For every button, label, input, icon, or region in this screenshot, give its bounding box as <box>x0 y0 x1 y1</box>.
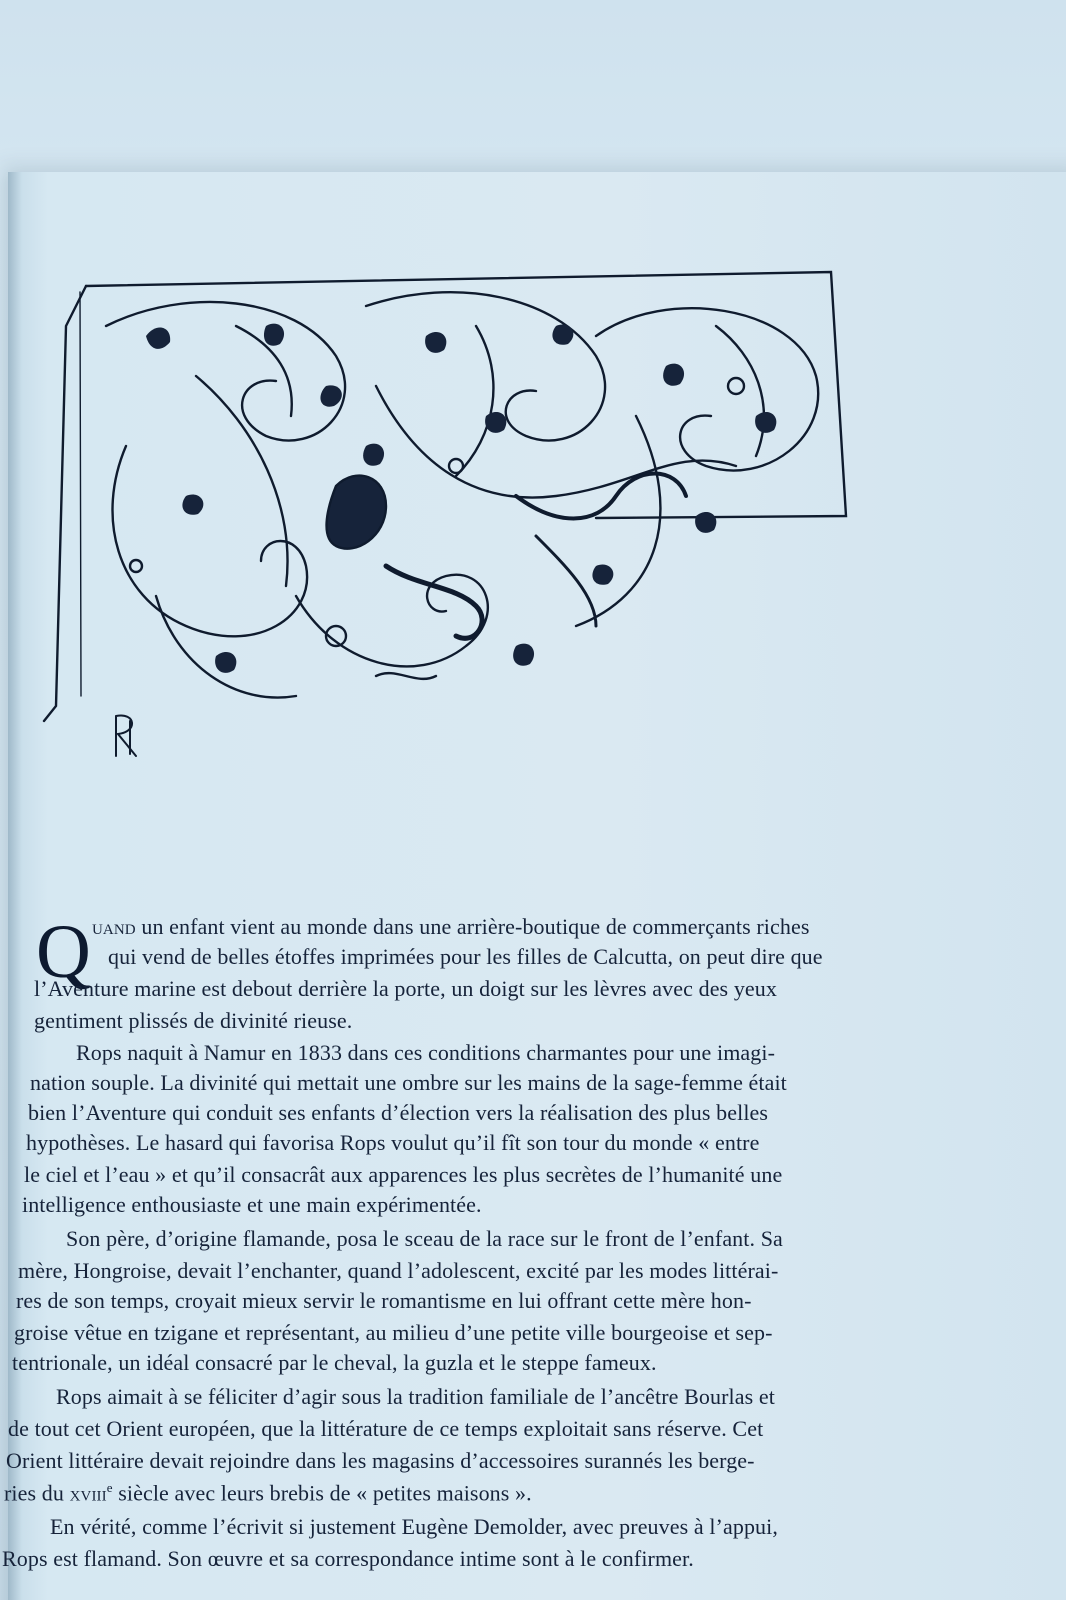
text-line-2: qui vend de belles étoffes imprimées pour les filles de Calcutta, on peut dire que <box>108 944 823 969</box>
text-line-11: Son père, d’origine flamande, posa le sceau de la race sur le front de l’enfant. Sa <box>66 1226 783 1251</box>
text-line-3: l’Aventure marine est debout derrière la porte, un doigt sur les lèvres avec des yeux <box>34 976 777 1001</box>
text-line-19-start: ries du <box>4 1480 64 1506</box>
text-line-1-body: un enfant vient au monde dans une arrière-boutique de commerçants riches <box>141 914 810 939</box>
century-numeral: xviii <box>69 1481 107 1506</box>
rops-monogram-icon <box>116 715 136 756</box>
text-line-21: Rops est flamand. Son œuvre et sa correspondance intime sont à le confirmer. <box>2 1546 694 1571</box>
text-line-10: intelligence enthousiaste et une main expérimentée. <box>22 1192 482 1217</box>
text-line-9: le ciel et l’eau » et qu’il consacrât aux apparences les plus secrètes de l’humanité une <box>24 1162 783 1187</box>
text-line-7: bien l’Aventure qui conduit ses enfants d’élection vers la réalisation des plus belles <box>28 1100 769 1125</box>
lead-word: uand <box>92 915 136 939</box>
text-line-20: En vérité, comme l’écrivit si justement Eugène Demolder, avec preuves à l’appui, <box>50 1514 778 1539</box>
drop-cap: Q <box>36 910 91 994</box>
text-line-17: de tout cet Orient européen, que la littérature de ce temps exploitait sans réserve. Cet <box>8 1416 764 1441</box>
text-line-5: Rops naquit à Namur en 1833 dans ces conditions charmantes pour une imagi- <box>76 1040 776 1065</box>
text-line-18: Orient littéraire devait rejoindre dans les magasins d’accessoires surannés les berge- <box>6 1448 755 1473</box>
text-line-1 <box>92 914 810 940</box>
century-sup: e <box>106 1480 113 1495</box>
text-line-4: gentiment plissés de divinité rieuse. <box>34 1008 353 1033</box>
text-line-13: res de son temps, croyait mieux servir le romantisme en lui offrant cette mère hon- <box>16 1288 752 1313</box>
text-line-14: groise vêtue en tzigane et représentant, au milieu d’une petite ville bourgeoise et sep- <box>14 1320 773 1345</box>
text-line-12: mère, Hongroise, devait l’enchanter, quand l’adolescent, excité par les modes littérai- <box>18 1258 779 1283</box>
text-line-8: hypothèses. Le hasard qui favorisa Rops voulut qu’il fît son tour du monde « entre <box>26 1130 760 1155</box>
text-line-15: tentrionale, un idéal consacré par le cheval, la guzla et le steppe fameux. <box>12 1350 657 1375</box>
text-line-19 <box>4 1480 532 1506</box>
text-line-6: nation souple. La divinité qui mettait une ombre sur les mains de la sage-femme était <box>30 1070 787 1095</box>
text-line-16: Rops aimait à se féliciter d’agir sous la tradition familiale de l’ancêtre Bourlas et <box>56 1384 775 1409</box>
text-line-19-end: siècle avec leurs brebis de « petites maisons ». <box>118 1480 532 1506</box>
floral-scroll-ornament <box>36 266 856 766</box>
